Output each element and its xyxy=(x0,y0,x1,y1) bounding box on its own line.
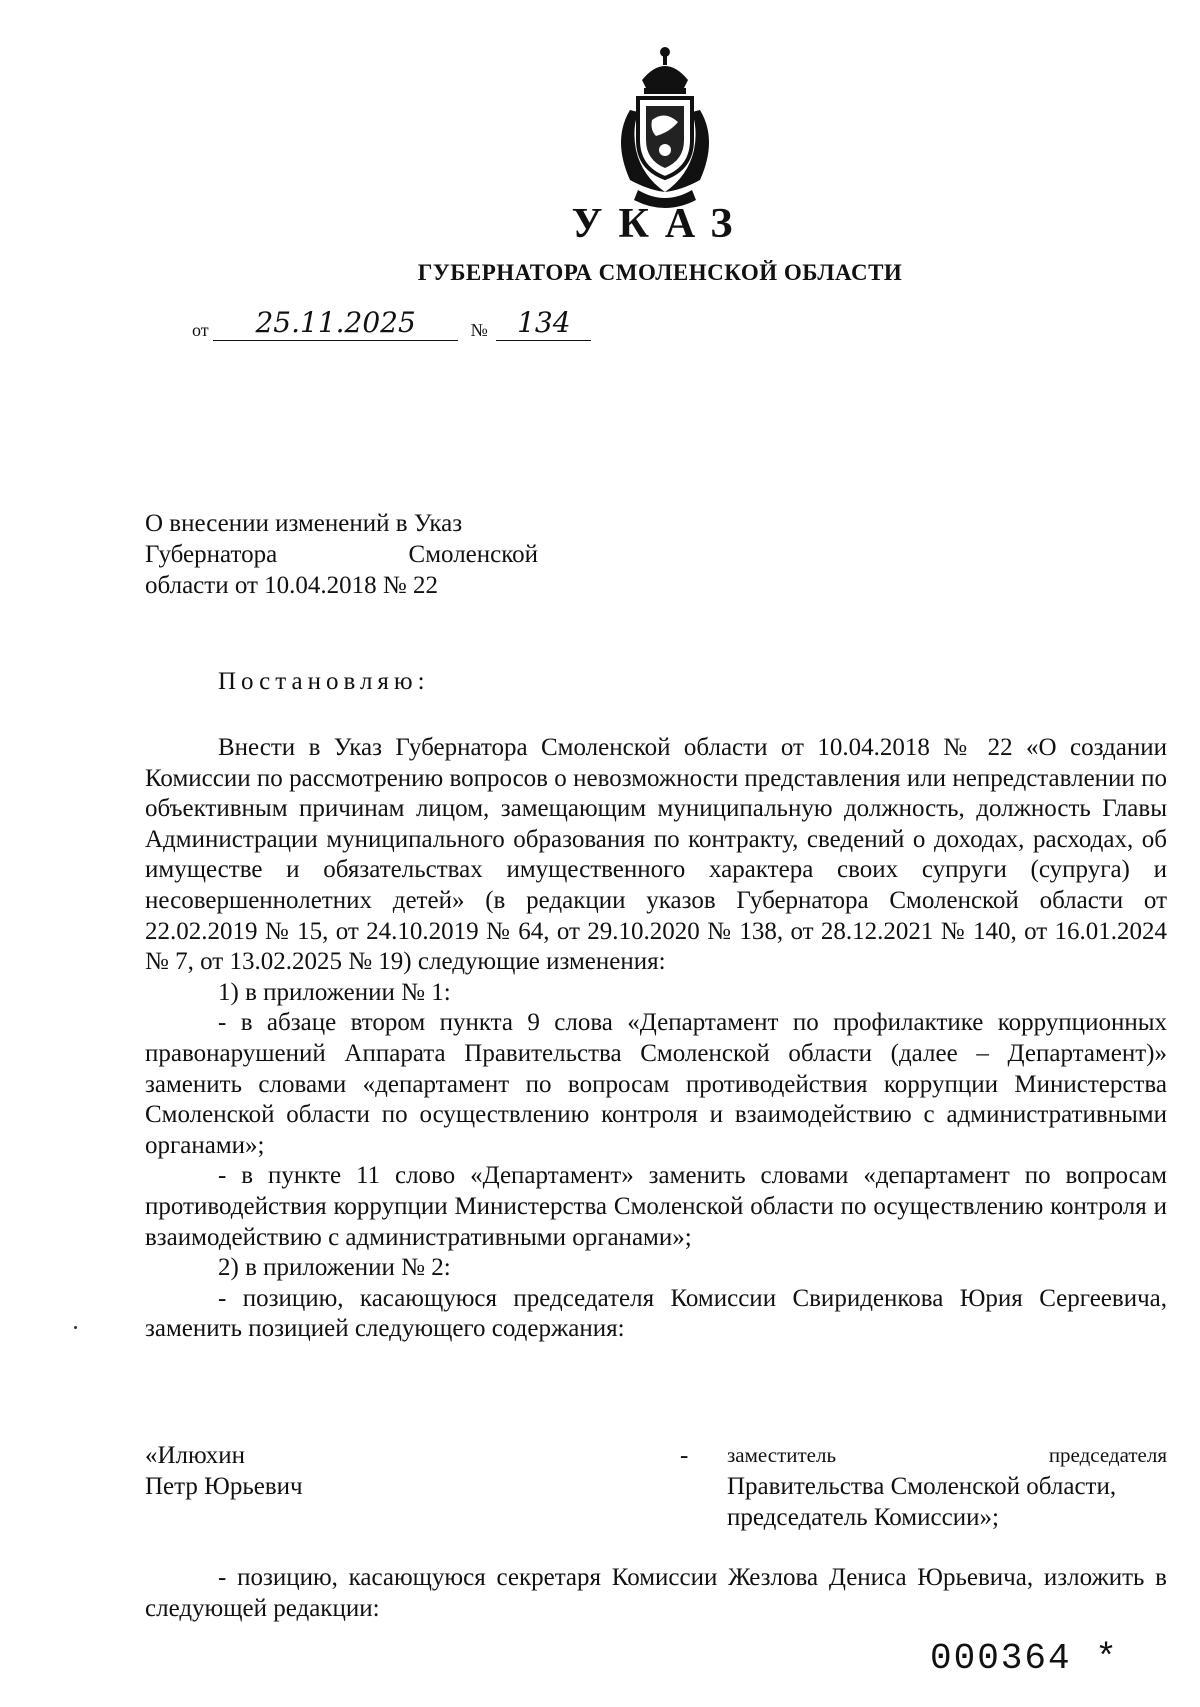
paragraph-main: Внести в Указ Губернатора Смоленской области от 10.04.2018 № 22 «О создании Комиссии по рассмотрению вопросов о невозможности представления или непредставлении по объективным причинам лицом, замещающим муниципальную должность, должность Главы Администрации муниципального образования по контракту, сведений о доходах, расходах, об имуществе и обязательствах имущественного характера своих супруги (супруга) и несовершеннолетних детей» (в редакции указов Губернатора Смоленской области от 22.02.2019 № 15, от 24.10.2019 № 64, от 29.10.2020 № 138, от 28.12.2021 № 140, от 16.01.2024 № 7, от 13.02.2025 № 19) следующие изменения: xyxy=(145,734,1167,976)
role-word-chair: председателя xyxy=(1048,1443,1167,1467)
position-person xyxy=(145,1440,565,1502)
item-1-heading: 1) в приложении № 1: xyxy=(218,978,451,1006)
position-role-line-1 xyxy=(727,1440,1167,1471)
document-body xyxy=(145,733,1167,1345)
subject-line-1: О внесении изменений в Указ xyxy=(145,510,463,537)
subject-word-governor: Губернатора xyxy=(145,541,278,568)
item-1-subitem-a: - в абзаце втором пункта 9 слова «Департамент по профилактике коррупционных правонарушений Аппарата Правительства Смоленской области (далее – Департамент)» заменить словами «департамент по вопросам противодействия коррупции Министерства Смоленской области по осуществлению контроля и взаимодействию с административными органами»; xyxy=(145,1009,1167,1159)
document-issuer: ГУБЕРНАТОРА СМОЛЕНСКОЙ ОБЛАСТИ xyxy=(417,260,903,285)
item-2-subitem-b-text: - позицию, касающуюся секретаря Комиссии Жезлова Дениса Юрьевича, изложить в следующей редакции: xyxy=(145,1564,1167,1622)
role-word-deputy: заместитель xyxy=(727,1443,837,1467)
item-2-subitem-b xyxy=(145,1562,1167,1624)
handwritten-date: 25.11.2025 xyxy=(213,306,458,341)
document-subject xyxy=(145,508,538,601)
position-surname: «Илюхин xyxy=(145,1442,245,1469)
item-2-heading: 2) в приложении № 2: xyxy=(218,1254,451,1282)
number-prefix: № xyxy=(470,320,488,340)
date-number-line xyxy=(192,306,591,341)
subject-word-smolensk: Смоленской xyxy=(408,541,538,568)
date-prefix: от xyxy=(192,320,209,340)
subject-line-3: области от 10.04.2018 № 22 xyxy=(145,572,439,599)
position-dash: - xyxy=(680,1442,689,1469)
position-role-line-3: председатель Комиссии»; xyxy=(727,1504,999,1531)
decree-word: Постановляю: xyxy=(218,668,430,695)
smolensk-coat-of-arms-emblem xyxy=(590,40,740,210)
scan-speck xyxy=(74,1326,77,1329)
subject-line-2 xyxy=(145,539,538,570)
handwritten-number: 134 xyxy=(496,306,591,341)
new-position-entry xyxy=(145,1440,1167,1540)
position-role-line-2: Правительства Смоленской области, xyxy=(727,1473,1117,1500)
item-2-subitem-a: - позицию, касающуюся председателя Комиссии Свириденкова Юрия Сергеевича, заменить позицией следующего содержания: xyxy=(145,1284,1167,1343)
position-role xyxy=(727,1440,1167,1533)
item-1-subitem-b: - в пункте 11 слово «Департамент» заменить словами «департамент по вопросам противодействия коррупции Министерства Смоленской области по осуществлению контроля и взаимодействию с административными органами»; xyxy=(145,1162,1167,1251)
document-title: УКАЗ xyxy=(571,201,749,247)
serial-number: 000364 * xyxy=(930,1638,1119,1679)
position-name: Петр Юрьевич xyxy=(145,1473,303,1500)
